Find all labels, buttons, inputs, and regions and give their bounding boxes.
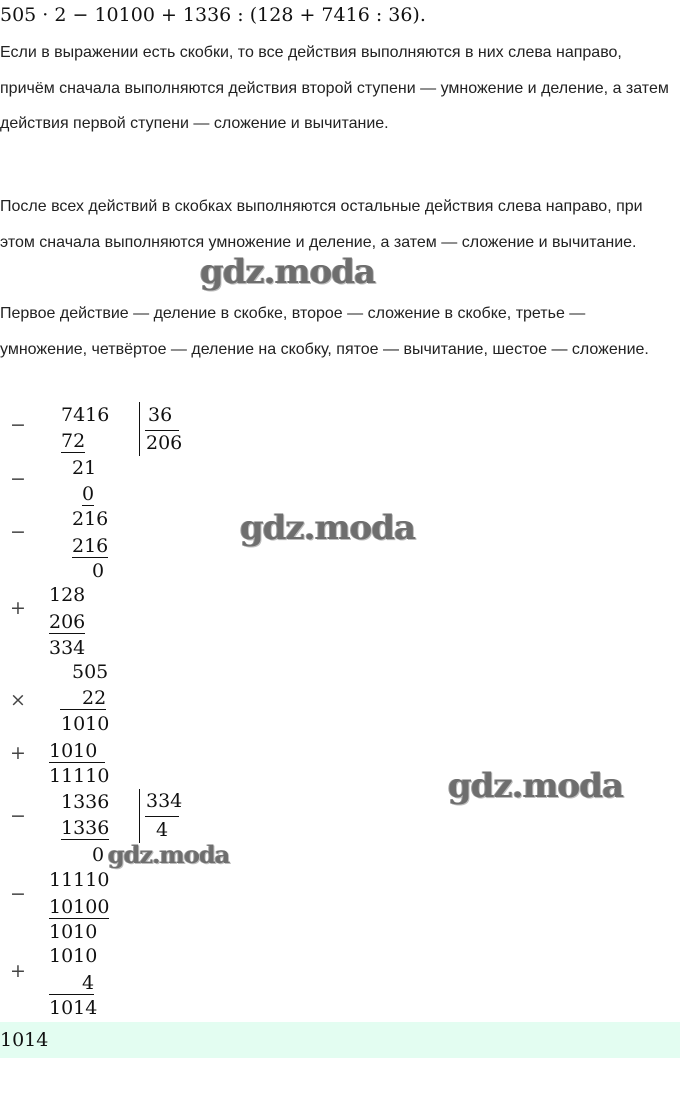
action-order-paragraph: Первое действие — деление в скобке, второе — сложение в скобке, третье — умножение, четвёртое — деление на скобку, пятое — вычитание, шестое — сложение. [0,305,649,358]
division-bar [139,789,140,843]
multiply-sign: × [10,689,26,711]
minus-sign: − [10,805,26,827]
plus-sign: + [10,960,26,982]
division-bar [139,402,140,456]
quotient-206: 206 [146,432,183,454]
sum-334: 334 [49,637,86,659]
factor-22: 22 [60,687,106,710]
difference-1010: 1010 [49,921,98,943]
subtrahend-216: 216 [72,535,109,557]
answer-value: 1014 [0,1029,49,1051]
minus-sign: − [10,521,26,543]
rule-paragraph-brackets: Если в выражении есть скобки, то все действия выполняются в них слева направо, причём сначала выполняются действия второй ступени — умножение и деление, а затем действия первой ступени — сложение и вычитание. [0,44,669,132]
remainder-0: 0 [92,844,105,866]
divisor-line [145,430,179,431]
addend-4: 4 [49,972,94,995]
expression: 505 · 2 − 10100 + 1336 : (128 + 7416 : 36). [0,4,426,26]
rule-paragraph-order: После всех действий в скобках выполняются остальные действия слева направо, при этом сначала выполняются умножение и деление, а затем — сложение и вычитание. [0,198,643,251]
dividend-1336: 1336 [61,791,110,813]
watermark-logo: gdz.moda [448,766,624,806]
divisor-36: 36 [148,404,173,426]
factor-505: 505 [72,661,109,683]
remainder-21: 21 [72,457,97,479]
remainder-216: 216 [72,508,109,530]
partial-product-1010-shifted: 1010 [49,740,105,763]
minus-sign: − [10,468,26,490]
subtrahend-1336: 1336 [61,817,110,839]
addend-1010: 1010 [49,945,98,967]
addend-128: 128 [49,584,86,606]
subtrahend-10100: 10100 [49,896,110,918]
plus-sign: + [10,597,26,619]
divisor-line [145,816,179,817]
minus-sign: − [10,414,26,436]
dividend-7416: 7416 [61,404,110,426]
remainder-0: 0 [92,560,105,582]
minuend-11110: 11110 [49,869,110,891]
partial-product-1010: 1010 [61,713,110,735]
sum-1014: 1014 [49,997,98,1019]
plus-sign: + [10,742,26,764]
product-11110: 11110 [49,765,110,787]
subtrahend-0: 0 [82,483,95,505]
minus-sign: − [10,883,26,905]
addend-206: 206 [49,611,86,633]
answer-box [0,1022,680,1058]
divisor-334: 334 [146,790,183,812]
quotient-4: 4 [156,819,169,841]
watermark-logo: gdz.moda [240,508,416,548]
watermark-logo: gdz.moda [108,840,230,869]
subtrahend-72: 72 [61,430,86,452]
watermark-logo: gdz.moda [200,252,376,292]
